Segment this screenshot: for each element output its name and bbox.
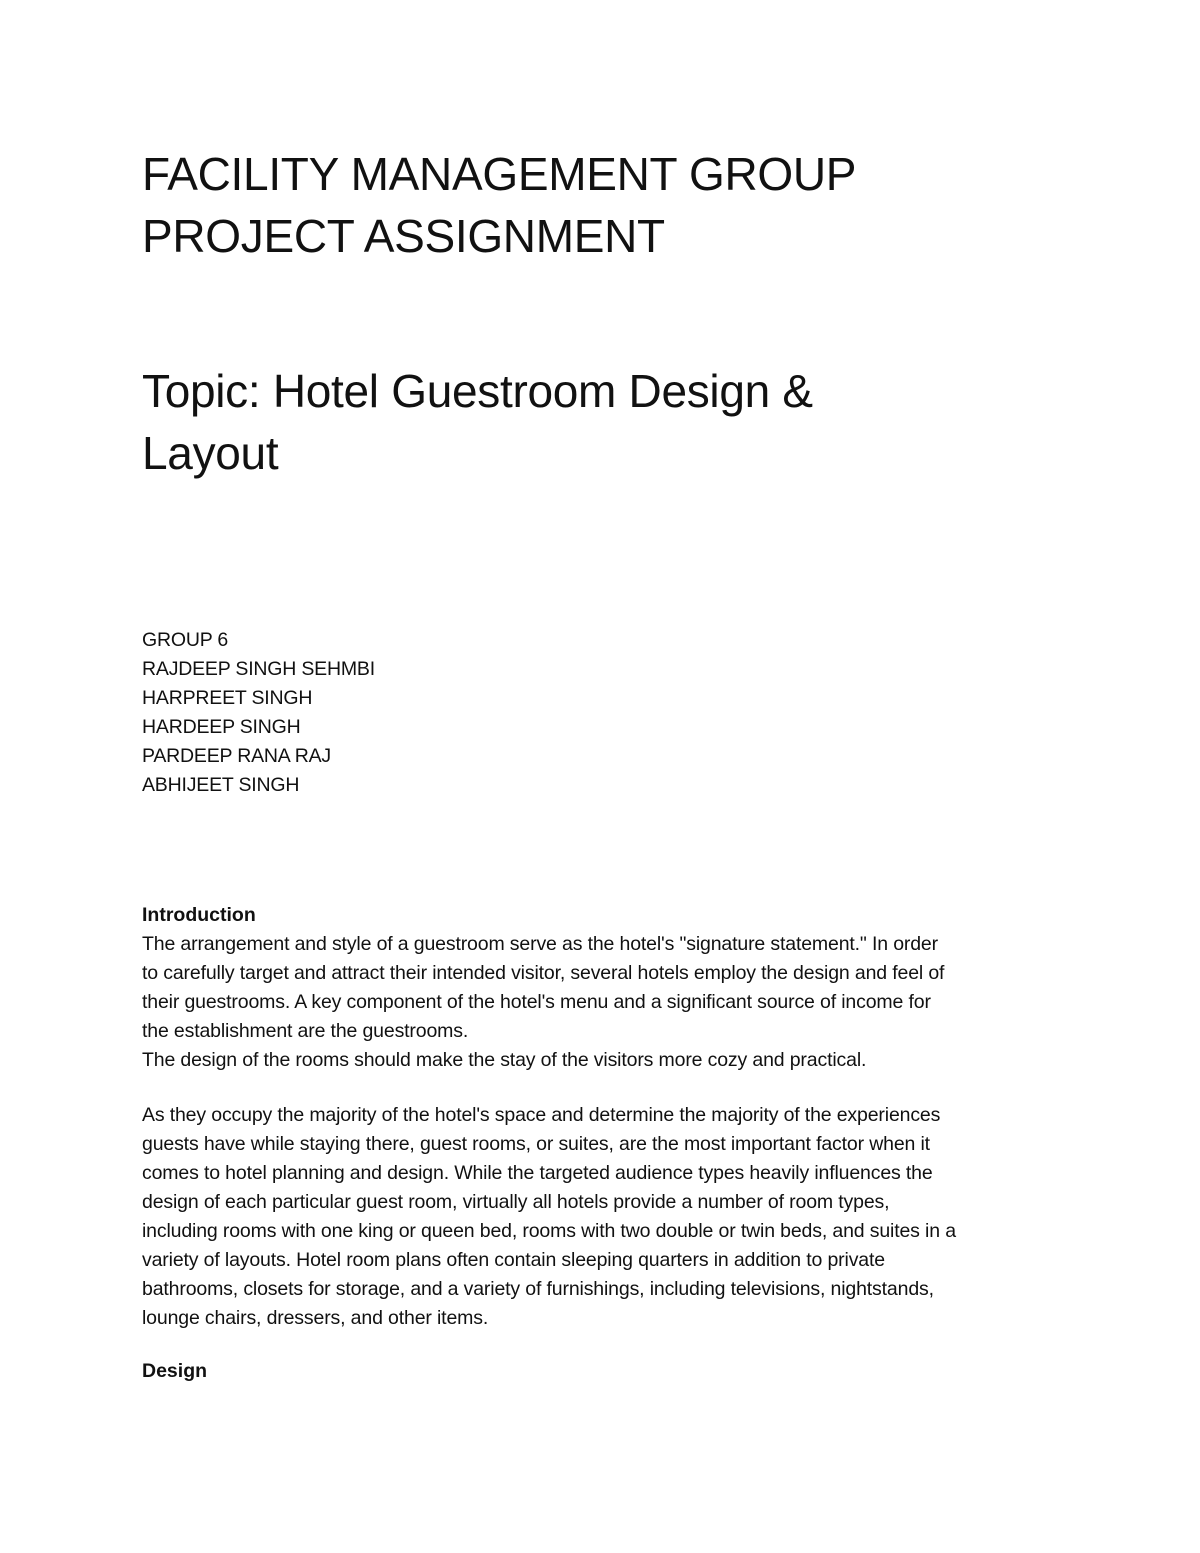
introduction-paragraph xyxy=(142,930,944,1075)
text-line: variety of layouts. Hotel room plans often contain sleeping quarters in addition to private xyxy=(142,1249,885,1271)
text-line: the establishment are the guestrooms. xyxy=(142,1020,469,1042)
group-label: GROUP 6 xyxy=(142,629,229,651)
group-members xyxy=(142,626,375,800)
text-line: As they occupy the majority of the hotel's space and determine the majority of the experiences xyxy=(142,1104,941,1126)
text-line: to carefully target and attract their intended visitor, several hotels employ the design and feel of xyxy=(142,962,945,984)
document-title xyxy=(142,143,1042,267)
introduction-heading: Introduction xyxy=(142,904,256,926)
title-line: FACILITY MANAGEMENT GROUP xyxy=(142,148,857,200)
member-name: RAJDEEP SINGH SEHMBI xyxy=(142,658,375,680)
guestroom-paragraph xyxy=(142,1101,956,1333)
title-line: PROJECT ASSIGNMENT xyxy=(142,210,665,262)
text-line: design of each particular guest room, virtually all hotels provide a number of room types, xyxy=(142,1191,890,1213)
text-line: The arrangement and style of a guestroom serve as the hotel's "signature statement." In order xyxy=(142,933,938,955)
text-line: guests have while staying there, guest rooms, or suites, are the most important factor when it xyxy=(142,1133,930,1155)
text-line: bathrooms, closets for storage, and a variety of furnishings, including televisions, nightstands, xyxy=(142,1278,934,1300)
text-line: including rooms with one king or queen bed, rooms with two double or twin beds, and suites in a xyxy=(142,1220,956,1242)
design-heading: Design xyxy=(142,1360,208,1382)
member-name: ABHIJEET SINGH xyxy=(142,774,300,796)
topic-line: Topic: Hotel Guestroom Design & xyxy=(142,365,813,417)
member-name: HARPREET SINGH xyxy=(142,687,313,709)
topic-heading xyxy=(142,360,1042,484)
text-line: The design of the rooms should make the stay of the visitors more cozy and practical. xyxy=(142,1049,867,1071)
text-line: their guestrooms. A key component of the hotel's menu and a significant source of income for xyxy=(142,991,931,1013)
text-line: lounge chairs, dressers, and other items. xyxy=(142,1307,489,1329)
topic-line: Layout xyxy=(142,427,279,479)
member-name: HARDEEP SINGH xyxy=(142,716,301,738)
member-name: PARDEEP RANA RAJ xyxy=(142,745,331,767)
text-line: comes to hotel planning and design. While the targeted audience types heavily influences the xyxy=(142,1162,933,1184)
